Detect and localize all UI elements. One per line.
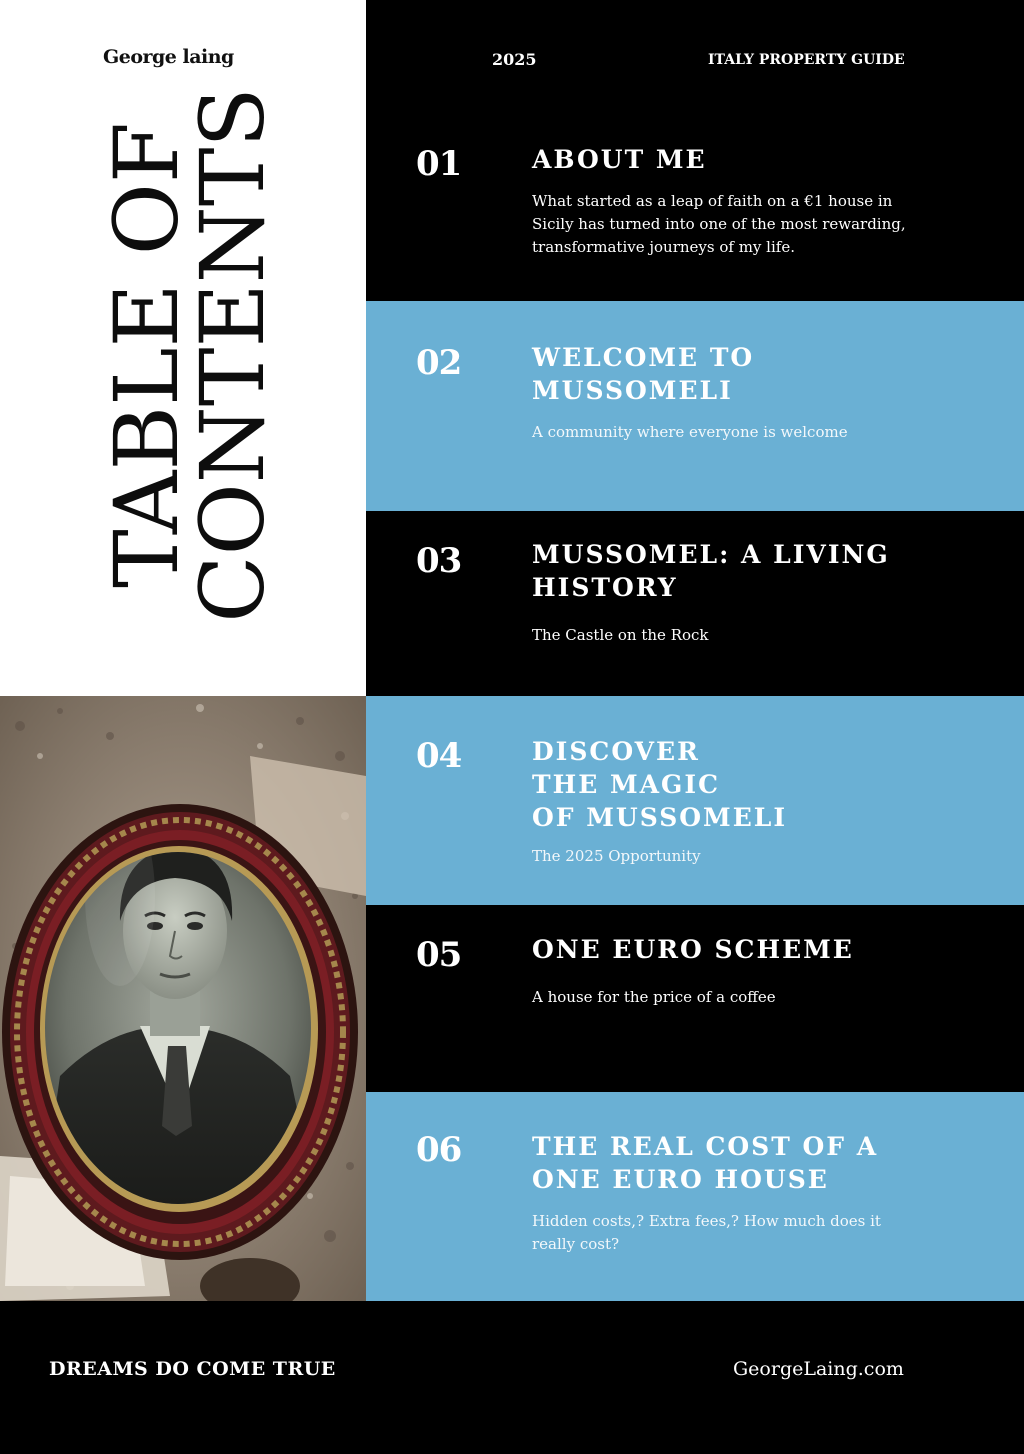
section-number: 06 xyxy=(416,1130,462,1170)
year-label: 2025 xyxy=(492,50,537,69)
brand-name: George laing xyxy=(103,46,234,68)
section-heading: ABOUT ME xyxy=(532,145,707,174)
section-description: A community where everyone is welcome xyxy=(532,423,848,441)
guide-label: ITALY PROPERTY GUIDE xyxy=(708,52,905,68)
footer xyxy=(0,1301,1024,1454)
section-heading: THE REAL COST OF A ONE EURO HOUSE xyxy=(532,1132,879,1194)
footer-tagline: DREAMS DO COME TRUE xyxy=(49,1358,336,1380)
section-about-me xyxy=(366,0,1024,301)
section-description: The Castle on the Rock xyxy=(532,626,709,644)
section-number: 02 xyxy=(416,343,462,383)
section-real-cost xyxy=(366,1092,1024,1301)
section-discover-magic xyxy=(366,696,1024,905)
footer-website-link[interactable]: GeorgeLaing.com xyxy=(733,1358,904,1380)
section-description: Hidden costs,? Extra fees,? How much does it really cost? xyxy=(532,1212,881,1253)
section-description: A house for the price of a coffee xyxy=(532,988,776,1006)
section-number: 03 xyxy=(416,541,462,581)
section-heading: ONE EURO SCHEME xyxy=(532,935,854,964)
section-number: 01 xyxy=(416,144,462,184)
section-living-history xyxy=(366,511,1024,696)
title-area xyxy=(0,0,366,696)
title-line-2: CONTENTS xyxy=(181,87,284,623)
framed-portrait-photo xyxy=(0,696,366,1301)
title-line-1: TABLE OF xyxy=(95,122,198,588)
section-welcome xyxy=(366,301,1024,511)
section-number: 05 xyxy=(416,935,462,975)
section-heading: MUSSOMEL: A LIVING HISTORY xyxy=(532,540,890,602)
section-number: 04 xyxy=(416,736,462,776)
page-title xyxy=(95,87,284,623)
section-description: The 2025 Opportunity xyxy=(532,847,701,865)
section-one-euro-scheme xyxy=(366,905,1024,1092)
section-heading: DISCOVER THE MAGIC OF MUSSOMELI xyxy=(532,737,788,832)
section-description: What started as a leap of faith on a €1 house in Sicily has turned into one of the most rewarding, transformative journeys of my life. xyxy=(532,192,906,256)
section-heading: WELCOME TO MUSSOMELI xyxy=(532,343,755,405)
